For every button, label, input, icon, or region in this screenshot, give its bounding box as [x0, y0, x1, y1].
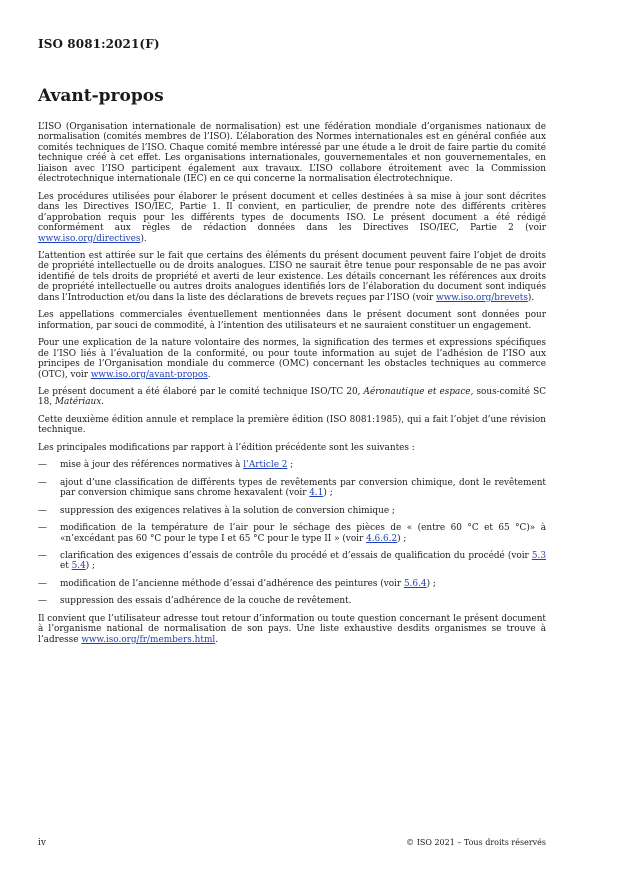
dash-marker: —: [38, 596, 47, 607]
paragraph-committee: Le présent document a été élaboré par le comité technique ISO/TC 20, Aéronautique et espace, sous-comité SC 18, Matériaux.: [38, 386, 546, 408]
link-4-1[interactable]: 4.1: [309, 488, 324, 499]
link-5-3[interactable]: 5.3: [531, 550, 546, 561]
link-brevets[interactable]: www.iso.org/brevets: [436, 292, 528, 303]
list-item: — modification de l’ancienne méthode d’essai d’adhérence des peintures (voir 5.6.4) ;: [38, 578, 436, 589]
paragraph-trade-names: Les appellations commerciales éventuellement mentionnées dans le présent document sont données pour information, par souci de commodité, à l’intention des utilisateurs et ne sauraient constituer un engagement.: [38, 310, 546, 331]
paragraph-changes-intro: Les principales modifications par rapport à l’édition précédente sont les suivantes :: [38, 442, 415, 453]
list-item: — mise à jour des références normatives à l’Article 2 ;: [38, 460, 294, 471]
paragraph-procedures: Les procédures utilisées pour élaborer le présent document et celles destinées à sa mise à jour sont décrites dans les Directives ISO/IEC, Partie 1. Il convient, en particulier, de prendre note des différents critères d’approbation requis pour les différents types de documents ISO. Le présent document a été rédigé conformément aux règles de rédaction données dans les Directives ISO/IEC, Partie 2 (voir www.iso.org/directives).: [38, 191, 546, 244]
paragraph-patents: L’attention est attirée sur le fait que certains des éléments du présent document peuvent faire l’objet de droits de propriété intellectuelle ou de droits analogues. L’ISO ne saurait être tenue pour responsable de ne pas avoir identifié de tels droits de propriété et averti de leur existence. Les détails concernant les références aux droits de propriété intellectuelle ou autres droits analogues identifiés lors de l’élaboration du document sont indiqués dans l’Introduction et/ou dans la liste des déclarations de brevets reçues par l’ISO (voir www.iso.org/brevets).: [38, 250, 546, 303]
link-avant-propos[interactable]: www.iso.org/avant-propos: [90, 369, 208, 380]
dash-marker: —: [38, 460, 47, 471]
document-identifier: ISO 8081:2021(F): [38, 37, 160, 51]
paragraph-voluntary-nature: Pour une explication de la nature volontaire des normes, la signification des termes et expressions spécifiques de l’ISO liés à l’évaluation de la conformité, ou pour toute information au sujet de l’adhésion de l’ISO aux principes de l’Organisation mondiale du commerce (OMC) concernant les obstacles techniques au commerce (OTC), voir www.iso.org/avant-propos.: [38, 338, 546, 380]
copyright-notice: © ISO 2021 – Tous droits réservés: [406, 838, 546, 847]
dash-marker: —: [38, 523, 47, 534]
dash-marker: —: [38, 550, 47, 561]
link-5-6-4[interactable]: 5.6.4: [403, 578, 427, 589]
paragraph-iso-intro: L’ISO (Organisation internationale de normalisation) est une fédération mondiale d’organismes nationaux de normalisation (comités membres de l’ISO). L’élaboration des Normes internationales est en général confiée aux comités techniques de l’ISO. Chaque comité membre intéressé par une étude a le droit de faire partie du comité technique créé à cet effet. Les organisations internationales, gouvernementales et non gouvernementales, en liaison avec l’ISO participent également aux travaux. L’ISO collabore étroitement avec la Commission électrotechnique internationale (IEC) en ce qui concerne la normalisation électrotechnique.: [38, 122, 546, 185]
section-heading: Avant-propos: [38, 86, 164, 106]
dash-marker: —: [38, 578, 47, 589]
link-members[interactable]: www.iso.org/fr/members.html: [81, 634, 216, 645]
list-item: — suppression des essais d’adhérence de la couche de revêtement.: [38, 596, 352, 607]
link-article-2[interactable]: l’Article 2: [243, 460, 288, 471]
page-number: iv: [38, 838, 46, 848]
list-item: — clarification des exigences d’essais de contrôle du procédé et d’essais de qualification du procédé (voir 5.3 et 5.4) ;: [38, 550, 546, 572]
list-item: — suppression des exigences relatives à la solution de conversion chimique ;: [38, 505, 395, 516]
link-5-4[interactable]: 5.4: [71, 561, 86, 572]
paragraph-feedback: Il convient que l’utilisateur adresse tout retour d’information ou toute question concernant le présent document à l’organisme national de normalisation de son pays. Une liste exhaustive desdits organismes se trouve à l’adresse www.iso.org/fr/members.html.: [38, 613, 546, 645]
list-item: — ajout d’une classification de différents types de revêtements par conversion chimique, dont le revêtement par conversion chimique sans chrome hexavalent (voir 4.1) ;: [38, 477, 546, 499]
dash-marker: —: [38, 505, 47, 516]
paragraph-edition: Cette deuxième édition annule et remplace la première édition (ISO 8081:1985), qui a fait l’objet d’une révision technique.: [38, 414, 546, 436]
foreword-body: [38, 122, 546, 652]
dash-marker: —: [38, 477, 47, 488]
list-item: — modification de la température de l’air pour le séchage des pièces de « (entre 60 °C et 65 °C)» à «n’excédant pas 60 °C pour le type I et 65 °C pour le type II » (voir 4.6.6.2) ;: [38, 523, 546, 544]
link-4-6-6-2[interactable]: 4.6.6.2: [366, 533, 398, 544]
link-directives[interactable]: www.iso.org/directives: [38, 233, 141, 244]
